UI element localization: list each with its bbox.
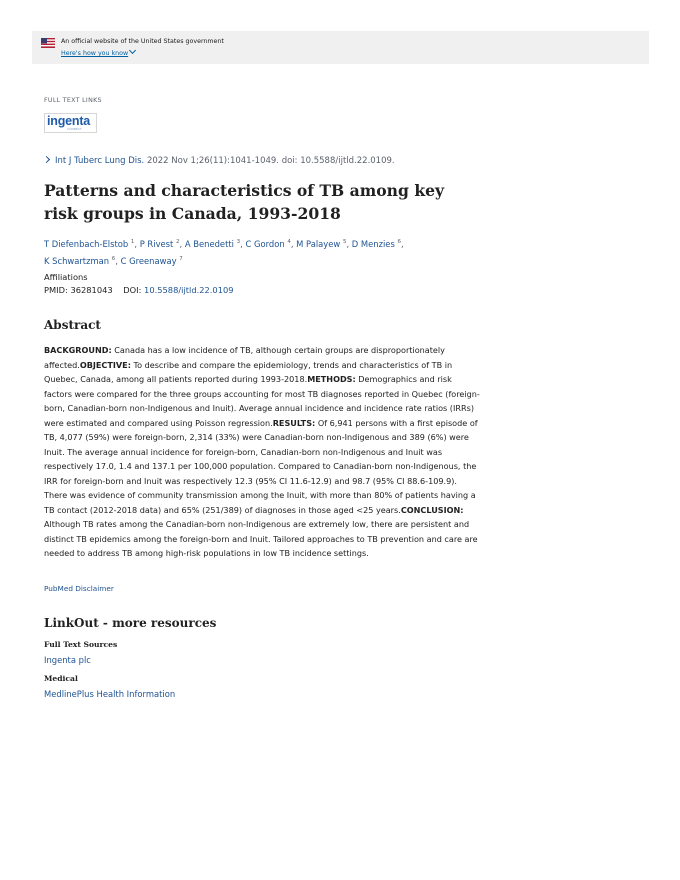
abstract-section-label: METHODS:	[307, 374, 356, 384]
abstract-section-text: To describe and compare the epidemiology, trends and characteristics of TB in Quebec, Canada, among all patients reported during 1993-2018.	[44, 359, 453, 384]
author-affiliation-ref: 1	[130, 239, 135, 245]
heres-how-you-know-label: Here's how you know	[61, 50, 129, 57]
author-name: A Benedetti	[184, 238, 234, 249]
abstract-section-label: BACKGROUND:	[44, 345, 112, 355]
affiliations-toggle[interactable]: Affiliations	[44, 272, 88, 282]
linkout-link[interactable]: Ingenta plc	[44, 655, 91, 665]
author-name: M Palayew	[296, 238, 341, 249]
ingenta-full-text-link[interactable]	[44, 113, 97, 133]
author-name: T Diefenbach-Elstob	[44, 238, 129, 249]
author-affiliation-ref: 3	[236, 239, 241, 245]
author-affiliation-ref: 4	[287, 239, 291, 245]
author-name: C Gordon	[245, 238, 285, 249]
author-affiliation-ref: 2	[176, 239, 180, 245]
author-affiliation-ref: 6	[397, 239, 401, 245]
gov-banner-text: An official website of the United States government	[61, 38, 224, 45]
abstract-section-text: Demographics and risk factors were compared for the three groups accounting for most TB diagnoses reported in Quebec (foreign-born, Canadian-born non-Indigenous and Inuit). Average annual incidence and incidence rate ratios (IRRs) were estimated and compared using Poisson regression.	[44, 374, 480, 428]
author-name: D Menzies	[351, 238, 395, 249]
author-link[interactable]	[44, 239, 134, 249]
abstract-section-label: CONCLUSION:	[400, 504, 464, 515]
abstract-section-text: Although TB rates among the Canadian-born non-Indigenous are extremely low, there are persistent and distinct TB epidemics among the foreign-born and Inuit. Tailored approaches to TB prevention and care are needed to address TB among high-risk populations in low TB incidence settings.	[44, 519, 478, 558]
doi-label: DOI:	[123, 285, 142, 295]
abstract-heading: Abstract	[44, 318, 101, 332]
linkout-heading: LinkOut - more resources	[44, 616, 217, 630]
ingenta-logo-tagline: CONNECT	[67, 127, 82, 131]
linkout-link[interactable]: MedlinePlus Health Information	[44, 689, 176, 699]
gov-banner	[32, 31, 649, 64]
chevron-right-icon	[43, 156, 50, 163]
full-text-links-label: FULL TEXT LINKS	[44, 97, 102, 104]
abstract-section-label: RESULTS:	[272, 417, 316, 428]
author-name: C Greenaway	[120, 255, 177, 266]
author-affiliation-ref: 6	[111, 255, 116, 262]
citation	[44, 156, 395, 166]
citation-details: 2022 Nov 1;26(11):1041-1049. doi: 10.5588/ijtld.22.0109.	[146, 156, 395, 166]
author-link[interactable]	[352, 239, 401, 249]
linkout-category-label: Medical	[44, 674, 78, 683]
abstract-section-text: Canada has a low incidence of TB, although certain groups are disproportionately affected.	[44, 345, 445, 370]
author-link[interactable]	[245, 239, 290, 249]
linkout-category-label: Full Text Sources	[44, 640, 118, 649]
author-name: K Schwartzman	[44, 255, 110, 266]
author-name: P Rivest	[139, 238, 174, 249]
authors-list: T Diefenbach-Elstob $^1$, P Rivest $^2$, A Benedetti $^3$, C Gordon $^4$, M Palayew $^5$, D Menzies $^6$, K Schwartzman $^6$, C Greenaway $^7$	[44, 238, 404, 266]
author-link[interactable]	[44, 256, 115, 266]
abstract-text	[44, 343, 482, 561]
pmid-value: 36281043	[70, 285, 113, 295]
us-flag-icon	[41, 38, 55, 48]
journal-link[interactable]: Int J Tuberc Lung Dis.	[55, 156, 145, 166]
abstract-section-text: Of 6,941 persons with a first episode of TB, 4,077 (59%) were foreign-born, 2,314 (33%) were Canadian-born non-Indigenous and 389 (6%) were Inuit. The average annual incidence for foreign-born, Canadian-born non-Indigenous and Inuit was respectively 17.0, 1.4 and 137.1 per 100,000 population. Compared to Canadian-born non-Indigenous, the IRR for foreign-born and Inuit was respectively 12.3 (95% CI 11.6-12.9) and 98.7 (95% CI 88.6-109.9). There was evidence of community transmission among the Inuit, with more than 80% of patients having a TB contact (2012-2018 data) and 65% (251/389) of diagnoses in those aged <25 years.	[44, 417, 478, 515]
ingenta-logo-text: ingenta	[47, 114, 91, 128]
abstract-section-label: OBJECTIVE:	[79, 359, 131, 370]
author-link[interactable]	[296, 239, 346, 249]
author-link[interactable]	[121, 256, 183, 266]
heres-how-you-know-link[interactable]	[61, 50, 135, 57]
author-link[interactable]	[185, 239, 240, 249]
article-identifiers	[44, 285, 234, 295]
pubmed-disclaimer-link[interactable]: PubMed Disclaimer	[44, 584, 114, 593]
doi-link[interactable]: 10.5588/ijtld.22.0109	[144, 285, 234, 295]
chevron-down-icon	[129, 47, 136, 54]
article-title: Patterns and characteristics of TB among key risk groups in Canada, 1993-2018	[44, 181, 445, 223]
author-link[interactable]	[140, 239, 180, 249]
author-affiliation-ref: 7	[179, 255, 183, 262]
author-affiliation-ref: 5	[342, 239, 347, 245]
pmid-label: PMID:	[44, 285, 68, 295]
